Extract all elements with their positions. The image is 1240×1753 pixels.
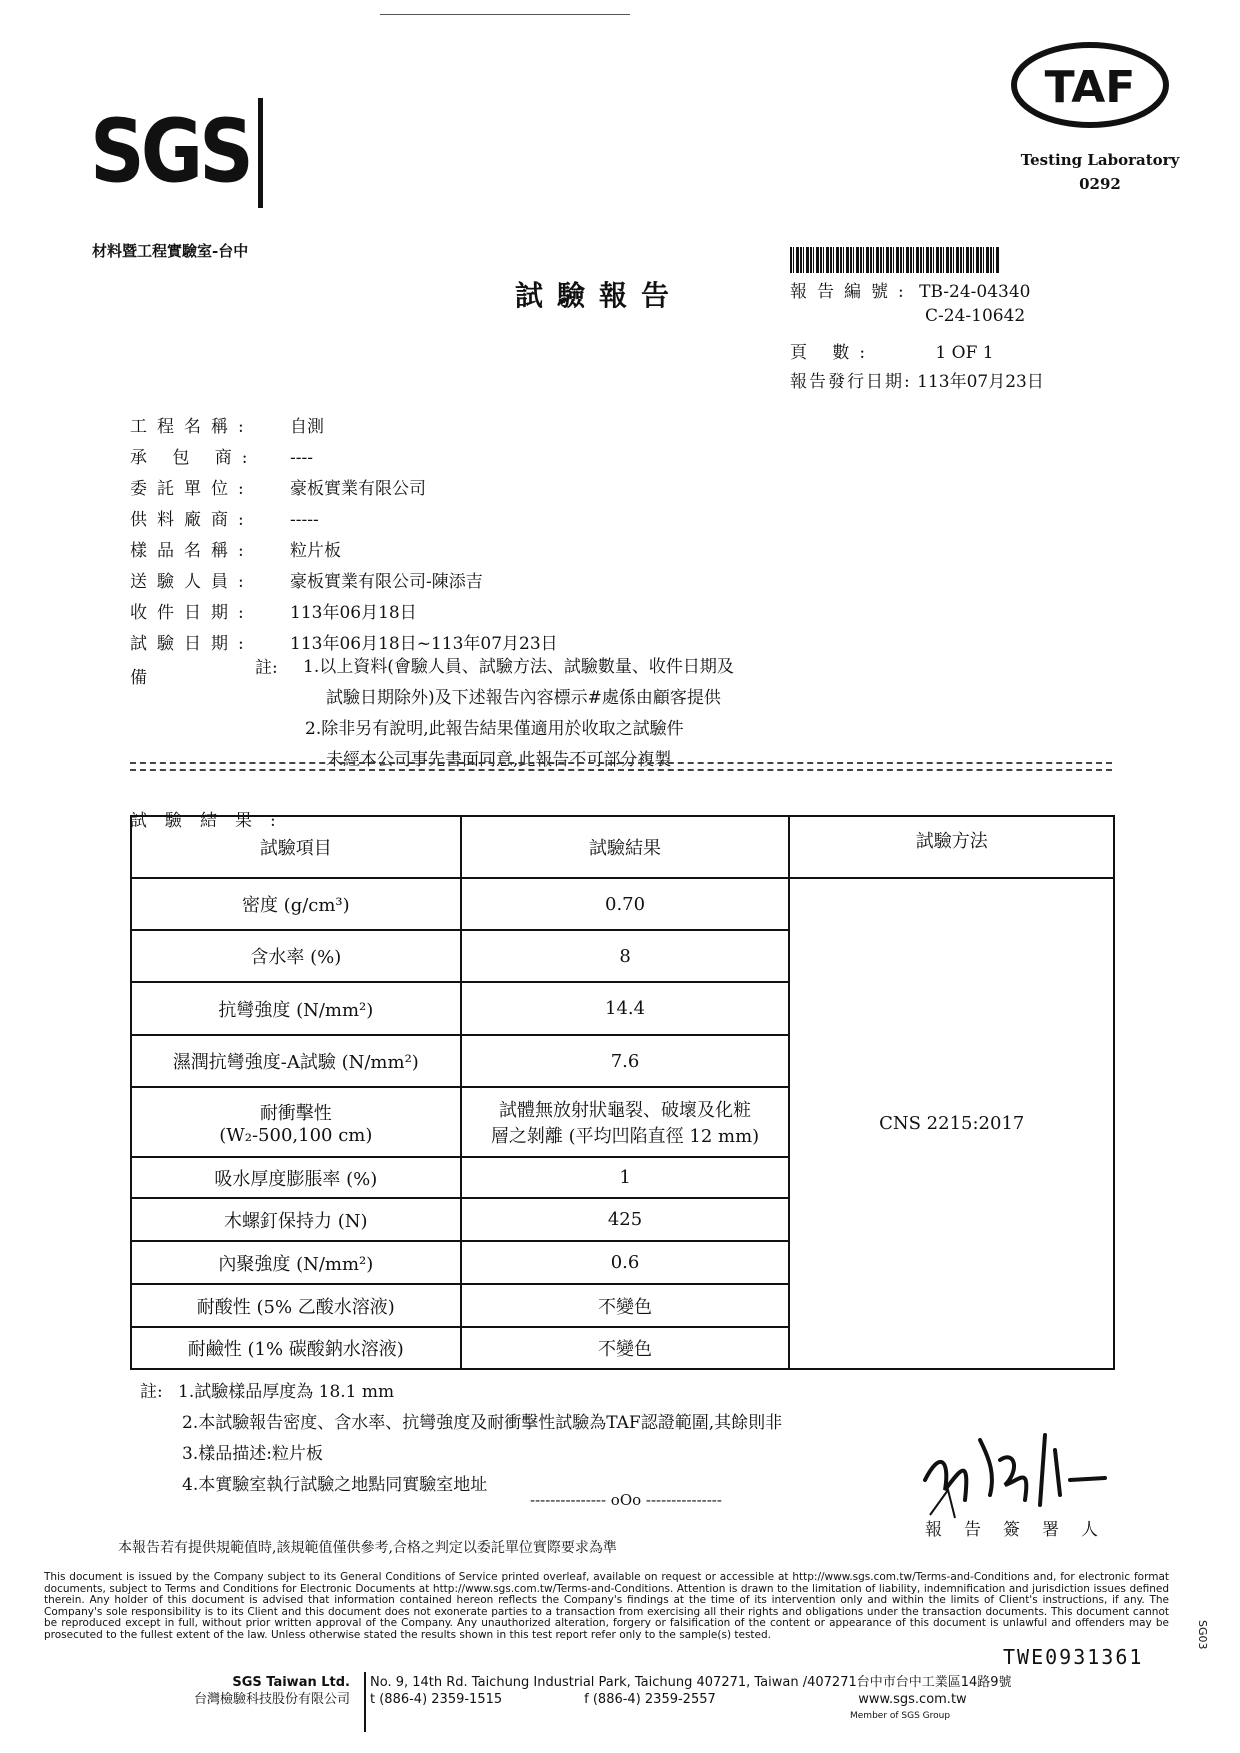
field-value: 自測	[290, 417, 324, 437]
field-value: -----	[290, 510, 319, 530]
phone-number: t (886-4) 2359-1515	[370, 1692, 503, 1707]
field-value: 豪板實業有限公司-陳添吉	[290, 572, 483, 592]
test-result: 14.4	[461, 982, 790, 1035]
page-count-label: 頁 數:	[790, 343, 876, 363]
field-value: 粒片板	[290, 541, 341, 561]
table-row	[131, 878, 1114, 930]
results-label: 試驗結果:	[130, 811, 294, 831]
test-result-line-1: 試體無放射狀龜裂、破壞及化粧	[499, 1100, 752, 1121]
company-name	[150, 1674, 350, 1708]
top-rule	[380, 14, 630, 15]
field-submitter	[130, 567, 483, 592]
address-line: No. 9, 14th Rd. Taichung Industrial Park, Taichung 407271, Taiwan /407271台中市台中工業區14路9號	[370, 1675, 1012, 1690]
separator-dashed-2	[130, 769, 1112, 771]
test-item: 木螺釘保持力 (N)	[131, 1198, 461, 1241]
sgs-logo-bar	[258, 98, 263, 208]
disclaimer-cn: 本報告若有提供規範值時,該規範值僅供參考,合格之判定以委託單位實際要求為準	[118, 1540, 617, 1556]
field-value: 113年06月18日~113年07月23日	[290, 634, 558, 654]
test-item: 濕潤抗彎強度-A試驗 (N/mm²)	[131, 1035, 461, 1087]
remark-line-4: 未經本公司事先書面同意,此報告不可部分複製	[326, 750, 672, 770]
lab-name: 材料暨工程實驗室-台中	[92, 242, 249, 260]
legal-text: This document is issued by the Company subject to its General Conditions of Service printed overleaf, available on request or accessible at http://www.sgs.com.tw/Terms-and-Conditions and, for electronic format documents, subject to Terms and Conditions for Electronic Documents at http://www.sgs.com.tw/Terms-and-Conditions. Attention is drawn to the limitation of liability, indemnification and jurisdiction issues defined therein. Any holder of this document is advised that information contained hereon reflects the Company's findings at the time of its intervention only and within the limits of Client's instructions, if any. The Company's sole responsibility is to its Client and this document does not exonerate parties to a transaction from exercising all their rights and obligations under the transaction documents. This document cannot be reproduced except in full, without prior written approval of the Company. Any unauthorized alteration, forgery or falsification of the content or appearance of this document is unlawful and offenders may be prosecuted to the fullest extent of the law. Unless otherwise stated the results shown in this test report refer only to the sample(s) tested.	[44, 1571, 1169, 1641]
test-method: CNS 2215:2017	[789, 878, 1114, 1369]
test-result: 0.6	[461, 1241, 790, 1284]
field-value: 豪板實業有限公司	[290, 479, 426, 499]
test-item: 吸水厚度膨脹率 (%)	[131, 1157, 461, 1198]
field-label: 工程名稱:	[130, 417, 254, 437]
group-member: Member of SGS Group	[850, 1711, 951, 1721]
field-value: 113年06月18日	[290, 603, 417, 623]
test-item: 耐酸性 (5% 乙酸水溶液)	[131, 1284, 461, 1327]
note-2: 2.本試驗報告密度、含水率、抗彎強度及耐衝擊性試驗為TAF認證範圍,其餘則非	[182, 1413, 783, 1433]
field-label: 委託單位:	[130, 479, 254, 499]
field-label: 試驗日期:	[130, 634, 254, 654]
remark-line-1: 1.以上資料(會驗人員、試驗方法、試驗數量、收件日期及	[303, 657, 734, 677]
taf-number: 0292	[1079, 175, 1121, 193]
company-name-en: SGS Taiwan Ltd.	[232, 1675, 350, 1690]
test-result: 8	[461, 930, 790, 982]
test-result: 0.70	[461, 878, 790, 930]
test-result: 425	[461, 1198, 790, 1241]
serial-number: TWE0931361	[1003, 1645, 1144, 1669]
test-item: 耐鹼性 (1% 碳酸鈉水溶液)	[131, 1327, 461, 1369]
test-item-line-1: 耐衝擊性	[259, 1102, 332, 1124]
signer-label: 報告簽署人	[925, 1520, 1120, 1540]
footer-divider	[364, 1672, 366, 1732]
side-code: SG03	[1196, 1620, 1209, 1650]
signature-mark	[920, 1420, 1130, 1520]
test-item: 密度 (g/cm³)	[131, 878, 461, 930]
test-result	[461, 1087, 790, 1157]
test-result: 7.6	[461, 1035, 790, 1087]
issue-date-label: 報告發行日期:	[790, 372, 912, 392]
field-received	[130, 598, 417, 623]
report-title: 試驗報告	[515, 279, 684, 312]
taf-caption	[1010, 148, 1190, 196]
contact-line	[370, 1691, 1012, 1708]
test-item: 內聚強度 (N/mm²)	[131, 1241, 461, 1284]
taf-logo	[1010, 40, 1170, 130]
test-item	[131, 1087, 461, 1157]
header-method: 試驗方法	[789, 816, 1114, 878]
test-item: 抗彎強度 (N/mm²)	[131, 982, 461, 1035]
end-mark: --------------- oOo ---------------	[530, 1491, 722, 1509]
table-header-row	[131, 816, 1114, 878]
taf-logo-text: TAF	[1044, 62, 1136, 113]
taf-caption-text: Testing Laboratory	[1020, 151, 1180, 169]
test-result: 不變色	[461, 1327, 790, 1369]
remarks-label: 備	[130, 668, 147, 688]
report-number	[790, 277, 1031, 302]
field-client	[130, 474, 426, 499]
report-number-label: 報告編號:	[790, 282, 914, 302]
results-table	[130, 815, 1115, 1370]
report-number-2: C-24-10642	[925, 306, 1026, 326]
report-number-value: TB-24-04340	[919, 282, 1031, 302]
field-label: 承 包 商:	[130, 448, 258, 468]
remarks-label-2: 註:	[255, 658, 278, 678]
test-item: 含水率 (%)	[131, 930, 461, 982]
issue-date-value: 113年07月23日	[917, 372, 1044, 392]
website: www.sgs.com.tw	[858, 1692, 967, 1707]
page-count-value: 1 OF 1	[935, 343, 994, 363]
field-label: 送驗人員:	[130, 572, 254, 592]
field-supplier	[130, 505, 319, 530]
field-label: 樣品名稱:	[130, 541, 254, 561]
sgs-logo: SGS	[90, 99, 250, 203]
header-result: 試驗結果	[461, 816, 790, 878]
note-3: 3.樣品描述:粒片板	[182, 1444, 323, 1464]
field-label: 供料廠商:	[130, 510, 254, 530]
test-result: 不變色	[461, 1284, 790, 1327]
note-4: 4.本實驗室執行試驗之地點同實驗室地址	[182, 1475, 488, 1495]
separator-dashed	[130, 762, 1112, 764]
page-count	[790, 338, 994, 363]
header-item: 試驗項目	[131, 816, 461, 878]
test-result: 1	[461, 1157, 790, 1198]
note-1: 1.試驗樣品厚度為 18.1 mm	[178, 1382, 395, 1402]
notes-label: 註:	[140, 1382, 163, 1402]
remark-line-2: 試驗日期除外)及下述報告內容標示#處係由顧客提供	[326, 688, 721, 708]
test-result-line-2: 層之剝離 (平均凹陷直徑 12 mm)	[490, 1126, 760, 1147]
field-test-date	[130, 629, 558, 654]
field-sample	[130, 536, 341, 561]
fax-number: f (886-4) 2359-2557	[584, 1692, 716, 1707]
test-item-line-2: (W₂-500,100 cm)	[219, 1124, 373, 1146]
issue-date	[790, 367, 1044, 392]
field-contractor	[130, 443, 313, 468]
remark-line-3: 2.除非另有說明,此報告結果僅適用於收取之試驗件	[305, 719, 684, 739]
field-label: 收件日期:	[130, 603, 254, 623]
barcode	[790, 247, 1000, 273]
company-address	[370, 1674, 1012, 1725]
company-name-cn: 台灣檢驗科技股份有限公司	[193, 1692, 350, 1707]
field-project	[130, 412, 324, 437]
field-value: ----	[290, 448, 313, 468]
